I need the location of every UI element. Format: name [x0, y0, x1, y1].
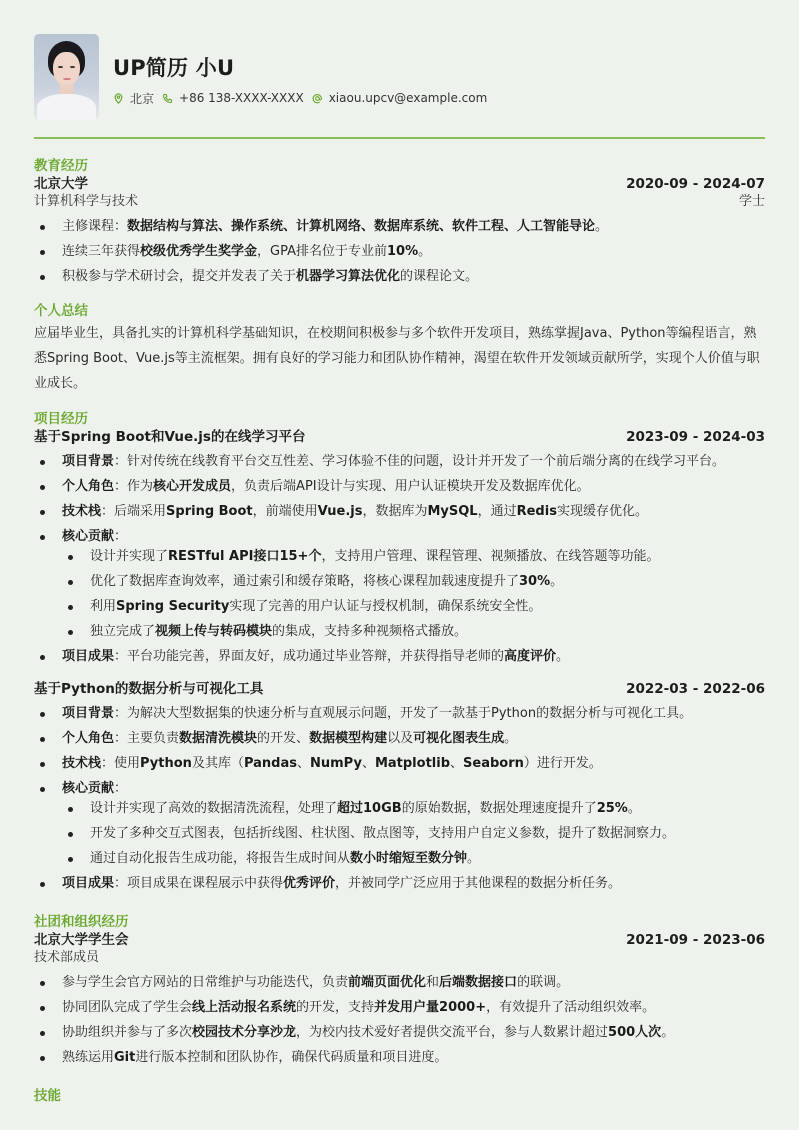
at-sign-icon — [312, 93, 323, 104]
section-title: 项目经历 — [34, 411, 88, 427]
project-date: 2023-09 - 2024-03 — [626, 429, 765, 445]
project-background: 项目背景：为解决大型数据集的快速分析与直观展示问题，开发了一款基于Python的数据分析与可视化工具。 — [34, 704, 765, 723]
contribution-item: 设计并实现了RESTful API接口15+个，支持用户管理、课程管理、视频播放、在线答题等功能。 — [62, 547, 765, 566]
resume-page — [34, 34, 765, 1105]
resume-header — [34, 34, 765, 120]
contribution-item: 设计并实现了高效的数据清洗流程，处理了超过10GB的原始数据，数据处理速度提升了25%。 — [62, 799, 765, 818]
phone-icon — [162, 93, 173, 104]
project-background: 项目背景：针对传统在线教育平台交互性差、学习体验不佳的问题，设计并开发了一个前后端分离的在线学习平台。 — [34, 452, 765, 471]
project-stack: 技术栈：后端采用Spring Boot，前端使用Vue.js，数据库为MySQL，通过Redis实现缓存优化。 — [34, 502, 765, 521]
edu-date: 2020-09 - 2024-07 — [626, 176, 765, 192]
project-contributions: 核心贡献： 设计并实现了RESTful API接口15+个，支持用户管理、课程管理、视频播放、在线答题等功能。 优化了数据库查询效率，通过索引和缓存策略，将核心课程加载速度提升了30%。 利用Spring Security实现了完善的用户认证与授权机制，确保系统安全性。 独立完成了视频上传与转码模块的集成，支持多种视频格式播放。 — [34, 527, 765, 641]
project-date: 2022-03 - 2022-06 — [626, 681, 765, 697]
project-role: 个人角色：作为核心开发成员，负责后端API设计与实现、用户认证模块开发及数据库优化。 — [34, 477, 765, 496]
project-stack: 技术栈：使用Python及其库（Pandas、NumPy、Matplotlib、Seaborn）进行开发。 — [34, 754, 765, 773]
project-result: 项目成果：项目成果在课程展示中获得优秀评价，并被同学广泛应用于其他课程的数据分析任务。 — [34, 874, 765, 893]
list-item: 积极参与学术研讨会，提交并发表了关于机器学习算法优化的课程论文。 — [34, 267, 765, 286]
contribution-item: 优化了数据库查询效率，通过索引和缓存策略，将核心课程加载速度提升了30%。 — [62, 572, 765, 591]
profile-photo — [34, 34, 99, 120]
phone-text: +86 138-XXXX-XXXX — [179, 91, 304, 105]
project-entry — [34, 428, 765, 666]
list-item: 参与学生会官方网站的日常维护与功能迭代，负责前端页面优化和后端数据接口的联调。 — [34, 973, 765, 992]
candidate-name: UP简历 小U — [113, 55, 235, 80]
project-entry — [34, 680, 765, 893]
email-text: xiaou.upcv@example.com — [328, 91, 488, 105]
contact-email — [312, 91, 488, 105]
section-title: 社团和组织经历 — [34, 914, 129, 930]
contribution-item: 独立完成了视频上传与转码模块的集成，支持多种视频格式播放。 — [62, 622, 765, 641]
list-item: 协同团队完成了学生会线上活动报名系统的开发，支持并发用户量2000+，有效提升了活动组织效率。 — [34, 998, 765, 1017]
contact-location — [113, 90, 154, 107]
section-projects — [34, 410, 765, 893]
major: 计算机科学与技术 — [34, 194, 139, 209]
section-title: 技能 — [34, 1088, 61, 1104]
section-skills — [34, 1087, 765, 1105]
section-summary — [34, 302, 765, 396]
section-organizations — [34, 913, 765, 1067]
degree: 学士 — [738, 194, 765, 209]
contribution-item: 通过自动化报告生成功能，将报告生成时间从数小时缩短至数分钟。 — [62, 849, 765, 868]
contribution-item: 利用Spring Security实现了完善的用户认证与授权机制，确保系统安全性。 — [62, 597, 765, 616]
location-text: 北京 — [130, 91, 155, 106]
project-contributions: 核心贡献： 设计并实现了高效的数据清洗流程，处理了超过10GB的原始数据，数据处理速度提升了25%。 开发了多种交互式图表，包括折线图、柱状图、散点图等，支持用户自定义参数，提升了数据洞察力。 通过自动化报告生成功能，将报告生成时间从数小时缩短至数分钟。 — [34, 779, 765, 868]
project-list — [34, 428, 765, 893]
summary-text: 应届毕业生，具备扎实的计算机科学基础知识，在校期间积极参与多个软件开发项目，熟练掌握Java、Python等编程语言，熟悉Spring Boot、Vue.js等主流框架。拥有良好的学习能力和团队协作精神，渴望在软件开发领域贡献所学，实现个人价值与职业成长。 — [34, 326, 760, 391]
location-pin-icon — [113, 93, 124, 104]
org-name: 北京大学学生会 — [34, 932, 129, 948]
edu-bullets — [34, 217, 765, 286]
list-item: 连续三年获得校级优秀学生奖学金，GPA排名位于专业前10%。 — [34, 242, 765, 261]
list-item: 主修课程：数据结构与算法、操作系统、计算机网络、数据库系统、软件工程、人工智能导论。 — [34, 217, 765, 236]
project-name: 基于Spring Boot和Vue.js的在线学习平台 — [34, 429, 306, 445]
section-title: 个人总结 — [34, 303, 88, 319]
project-result: 项目成果：平台功能完善，界面友好，成功通过毕业答辩，并获得指导老师的高度评价。 — [34, 647, 765, 666]
contact-phone — [162, 91, 304, 105]
org-role: 技术部成员 — [34, 950, 100, 965]
section-title: 教育经历 — [34, 158, 88, 174]
contribution-item: 开发了多种交互式图表，包括折线图、柱状图、散点图等，支持用户自定义参数，提升了数据洞察力。 — [62, 824, 765, 843]
org-date: 2021-09 - 2023-06 — [626, 932, 765, 948]
section-education — [34, 157, 765, 286]
list-item: 熟练运用Git进行版本控制和团队协作，确保代码质量和项目进度。 — [34, 1048, 765, 1067]
project-name: 基于Python的数据分析与可视化工具 — [34, 681, 264, 697]
header-divider — [34, 137, 765, 139]
list-item: 协助组织并参与了多次校园技术分享沙龙，为校内技术爱好者提供交流平台，参与人数累计超过500人次。 — [34, 1023, 765, 1042]
org-bullets — [34, 973, 765, 1067]
contact-info — [113, 90, 495, 107]
school-name: 北京大学 — [34, 176, 88, 192]
project-role: 个人角色：主要负责数据清洗模块的开发、数据模型构建以及可视化图表生成。 — [34, 729, 765, 748]
